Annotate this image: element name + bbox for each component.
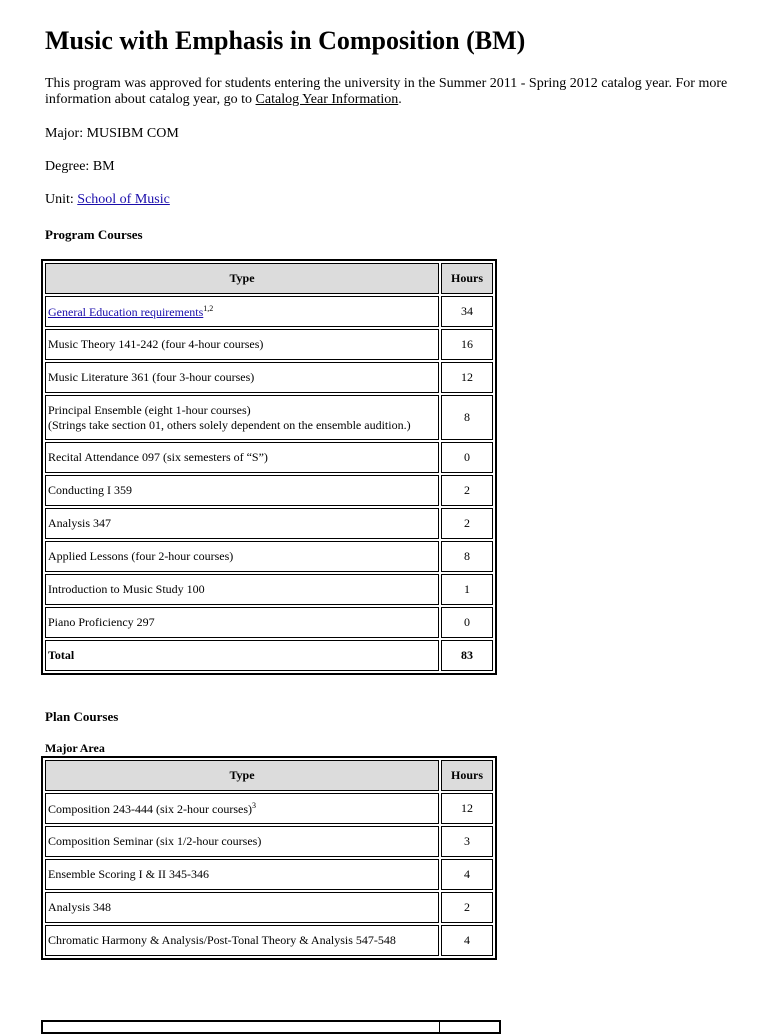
hours-cell: 3 [441, 826, 493, 857]
footnote-ref[interactable]: 1,2 [203, 303, 214, 313]
major-label: Major: [45, 126, 87, 141]
type-column-header: Type [45, 263, 439, 294]
total-row [45, 640, 493, 671]
hours-cell: 0 [441, 442, 493, 473]
major-line [45, 126, 179, 142]
hours-cell: 8 [441, 395, 493, 440]
hours-cell: 12 [441, 362, 493, 393]
course-type-cell: Piano Proficiency 297 [45, 607, 439, 638]
intro-text-end: . [398, 92, 402, 107]
footnote-ref[interactable]: 3 [251, 800, 256, 810]
table-row [45, 475, 493, 506]
table-row [45, 925, 493, 956]
course-type-cell: Recital Attendance 097 (six semesters of “S”) [45, 442, 439, 473]
table-header-row [45, 760, 493, 791]
course-type-cell [45, 296, 439, 327]
course-type-cell: Composition Seminar (six 1/2-hour courses) [45, 826, 439, 857]
intro-paragraph [45, 76, 745, 108]
hours-column-header: Hours [441, 760, 493, 791]
course-type-cell [45, 793, 439, 824]
table-row [45, 859, 493, 890]
hours-column-header: Hours [441, 263, 493, 294]
hours-cell: 4 [441, 925, 493, 956]
course-type-cell: Music Theory 141-242 (four 4-hour courses) [45, 329, 439, 360]
hours-cell: 12 [441, 793, 493, 824]
course-type-cell: Ensemble Scoring I & II 345-346 [45, 859, 439, 890]
major-area-heading: Major Area [45, 741, 105, 755]
intro-text: This program was approved for students entering the university in the Summer 2011 - Spring 2012 catalog year. For more information about catalog year, go to [45, 76, 728, 107]
major-value: MUSIBM COM [86, 126, 179, 141]
table-row [45, 508, 493, 539]
catalog-year-link[interactable]: Catalog Year Information [255, 92, 399, 107]
table-row [45, 892, 493, 923]
table-row [45, 826, 493, 857]
hours-cell: 1 [441, 574, 493, 605]
table-row [45, 362, 493, 393]
program-courses-table [41, 259, 497, 675]
table-row [45, 329, 493, 360]
course-type-cell: Analysis 347 [45, 508, 439, 539]
next-table-edge [41, 1020, 501, 1034]
table-row [45, 574, 493, 605]
total-hours: 83 [441, 640, 493, 671]
hours-cell: 2 [441, 475, 493, 506]
degree-value: BM [92, 159, 115, 174]
course-type-cell: Introduction to Music Study 100 [45, 574, 439, 605]
type-column-header: Type [45, 760, 439, 791]
hours-cell: 16 [441, 329, 493, 360]
degree-label: Degree: [45, 159, 93, 174]
total-label: Total [45, 640, 439, 671]
hours-cell: 8 [441, 541, 493, 572]
course-type-cell: Applied Lessons (four 2-hour courses) [45, 541, 439, 572]
general-education-link[interactable]: General Education requirements [48, 304, 204, 319]
unit-label: Unit: [45, 192, 78, 207]
plan-courses-heading: Plan Courses [45, 709, 119, 724]
table-row [45, 607, 493, 638]
course-type-note: (Strings take section 01, others solely dependent on the ensemble audition.) [48, 417, 411, 432]
table-row [45, 442, 493, 473]
program-courses-heading: Program Courses [45, 227, 143, 242]
degree-line [45, 159, 115, 175]
table-row [45, 793, 493, 824]
hours-cell: 4 [441, 859, 493, 890]
course-type-cell [45, 395, 439, 440]
table-header-row [45, 263, 493, 294]
course-type-cell: Music Literature 361 (four 3-hour courses) [45, 362, 439, 393]
course-type-text: Composition 243-444 (six 2-hour courses) [48, 801, 252, 816]
table-row [45, 296, 493, 327]
course-type-cell: Conducting I 359 [45, 475, 439, 506]
table-row [45, 395, 493, 440]
course-type-cell: Chromatic Harmony & Analysis/Post-Tonal Theory & Analysis 547-548 [45, 925, 439, 956]
hours-cell: 2 [441, 508, 493, 539]
course-type-line: Principal Ensemble (eight 1-hour courses) [48, 402, 251, 417]
hours-cell: 34 [441, 296, 493, 327]
school-of-music-link[interactable]: School of Music [77, 192, 170, 207]
unit-line [45, 192, 170, 208]
hours-cell: 2 [441, 892, 493, 923]
page-title: Music with Emphasis in Composition (BM) [45, 26, 526, 55]
table-row [45, 541, 493, 572]
course-type-cell: Analysis 348 [45, 892, 439, 923]
plan-courses-table [41, 756, 497, 960]
hours-cell: 0 [441, 607, 493, 638]
